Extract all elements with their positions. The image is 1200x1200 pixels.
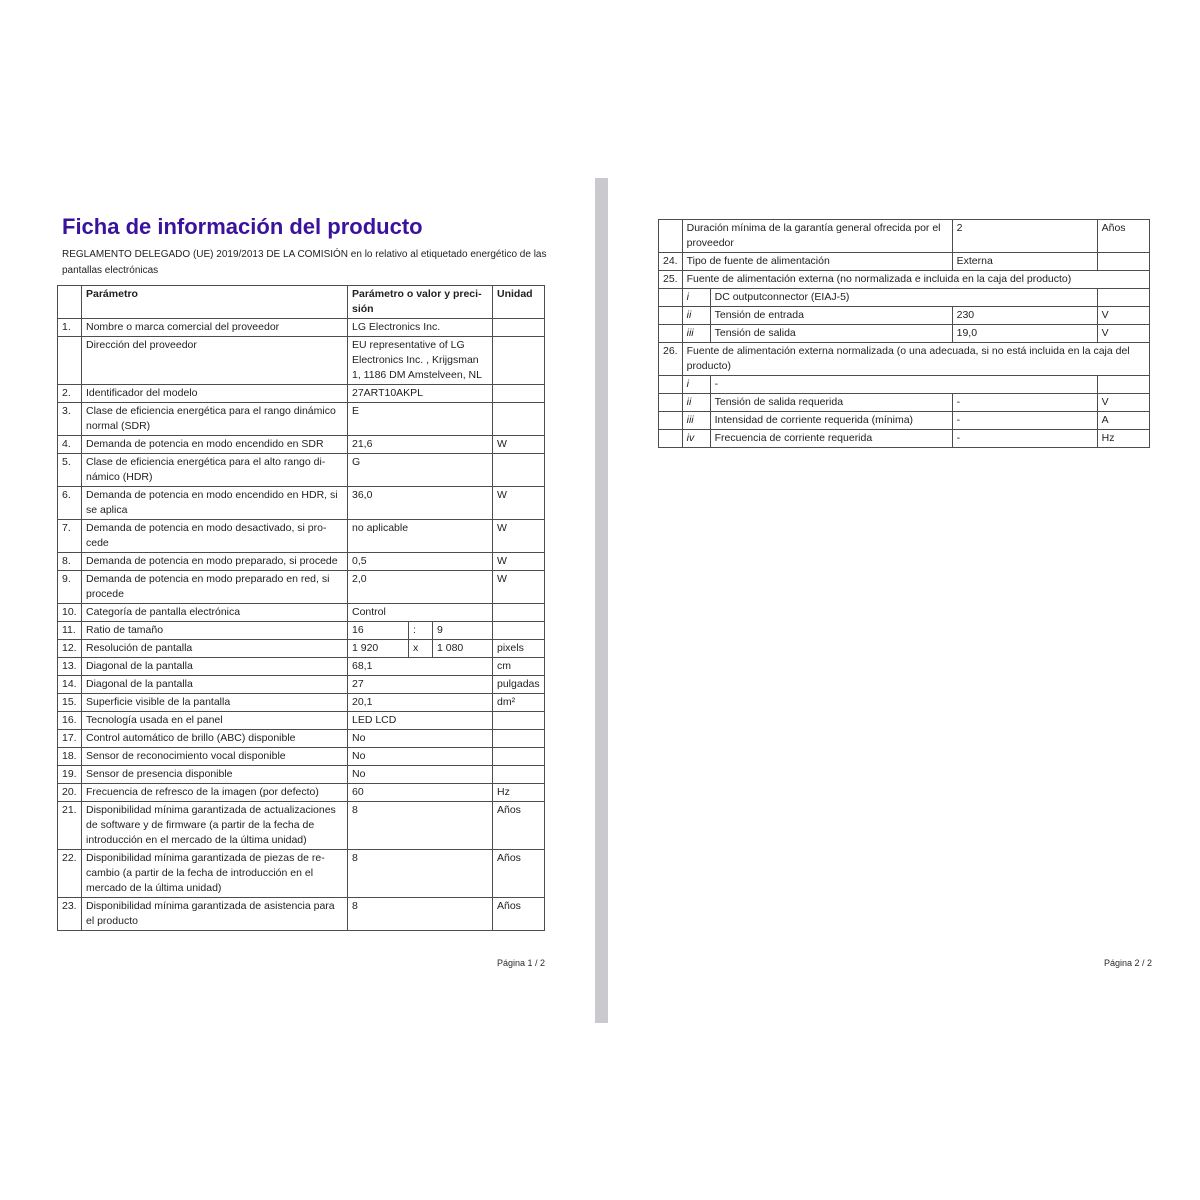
unit-cell: W [493,487,545,520]
value-cell: 27 [348,676,493,694]
row-number-cell: 21. [58,802,82,850]
row-number-cell: 5. [58,454,82,487]
unit-cell [493,604,545,622]
value-cell: - [952,412,1097,430]
table-row [58,730,545,748]
unit-cell [1097,289,1149,307]
value-cell: E [348,403,493,436]
page1-footer: Página 1 / 2 [496,958,545,968]
unit-cell: W [493,553,545,571]
page-divider [595,178,608,1023]
value-cell: 20,1 [348,694,493,712]
row-number-cell: 24. [659,253,683,271]
table-row [58,436,545,454]
value-cell: Control [348,604,493,622]
roman-index-cell: ii [682,307,710,325]
parameter-label-cell: Dirección del proveedor [82,337,348,385]
value-cell: 19,0 [952,325,1097,343]
row-number-cell: 4. [58,436,82,454]
value-cell: No [348,766,493,784]
unit-cell: W [493,520,545,553]
value-cell: G [348,454,493,487]
unit-cell [493,403,545,436]
unit-cell [493,712,545,730]
header-number-cell [58,286,82,319]
parameter-label-cell: Demanda de potencia en modo encendido en SDR [82,436,348,454]
value-part-cell: 9 [433,622,493,640]
table-row [58,640,545,658]
value-cell: 2,0 [348,571,493,604]
product-info-table-body [58,319,545,931]
parameter-label-cell: Diagonal de la pantalla [82,658,348,676]
table-row [659,430,1150,448]
table-row [58,898,545,931]
unit-cell [1097,376,1149,394]
unit-cell: Años [493,802,545,850]
row-number-cell: 12. [58,640,82,658]
roman-index-cell: i [682,289,710,307]
power-supply-table-body [659,220,1150,448]
unit-cell: V [1097,307,1149,325]
unit-cell: pixels [493,640,545,658]
value-cell: No [348,730,493,748]
unit-cell: W [493,436,545,454]
value-cell: 8 [348,898,493,931]
table-row [58,802,545,850]
row-number-cell: 1. [58,319,82,337]
table-row [58,748,545,766]
parameter-label-cell: Tecnología usada en el panel [82,712,348,730]
row-number-cell: 13. [58,658,82,676]
table-header-row [58,286,545,319]
row-number-cell: 9. [58,571,82,604]
table-row [58,850,545,898]
unit-cell: A [1097,412,1149,430]
row-number-cell: 11. [58,622,82,640]
table-row [58,658,545,676]
parameter-label-cell: Tensión de salida requerida [710,394,952,412]
table-row [659,412,1150,430]
value-cell: 2 [952,220,1097,253]
unit-cell: pulgadas [493,676,545,694]
page2-footer: Página 2 / 2 [1103,958,1152,968]
table-row [58,403,545,436]
header-value-cell: Parámetro o valor y precisión [348,286,493,319]
value-part-cell: 16 [348,622,409,640]
row-number-cell [58,337,82,385]
value-cell: 230 [952,307,1097,325]
row-number-cell: 22. [58,850,82,898]
parameter-label-cell: Disponibilidad mínima garantizada de actualizaciones de software y de firmware (a partir de la fecha de introducción en el mercado de la última unidad) [82,802,348,850]
value-cell: Externa [952,253,1097,271]
page-title: Ficha de información del producto [62,214,423,239]
row-number-cell: 17. [58,730,82,748]
parameter-label-cell: Disponibilidad mínima garantizada de piezas de recambio (a partir de la fecha de introducción en el mercado de la última unidad) [82,850,348,898]
value-part-cell: x [409,640,433,658]
row-number-cell [659,307,683,325]
row-number-cell: 23. [58,898,82,931]
value-cell: 21,6 [348,436,493,454]
table-row [58,385,545,403]
unit-cell [493,730,545,748]
table-row [58,784,545,802]
table-row [659,343,1150,376]
table-row [58,604,545,622]
table-row [58,454,545,487]
unit-cell [493,622,545,640]
row-number-cell: 10. [58,604,82,622]
table-row [58,676,545,694]
table-row [659,271,1150,289]
value-cell: 36,0 [348,487,493,520]
unit-cell: V [1097,394,1149,412]
parameter-label-cell: Frecuencia de corriente requerida [710,430,952,448]
parameter-label-cell: Nombre o marca comercial del proveedor [82,319,348,337]
unit-cell: dm² [493,694,545,712]
row-number-cell [659,394,683,412]
value-part-cell: : [409,622,433,640]
table-row [659,220,1150,253]
table-row [659,289,1150,307]
row-number-cell: 26. [659,343,683,376]
table-row [659,307,1150,325]
table-row [659,325,1150,343]
value-cell: LED LCD [348,712,493,730]
row-number-cell: 16. [58,712,82,730]
parameter-label-cell: DC outputconnector (EIAJ-5) [710,289,1097,307]
value-cell: LG Electronics Inc. [348,319,493,337]
parameter-label-cell: Identificador del modelo [82,385,348,403]
unit-cell: V [1097,325,1149,343]
parameter-label-cell: Diagonal de la pantalla [82,676,348,694]
header-parameter-cell: Parámetro [82,286,348,319]
roman-index-cell: i [682,376,710,394]
parameter-label-cell: Demanda de potencia en modo preparado, si procede [82,553,348,571]
table-row [58,487,545,520]
row-number-cell [659,325,683,343]
parameter-label-cell: Sensor de presencia disponible [82,766,348,784]
parameter-label-cell: Categoría de pantalla electrónica [82,604,348,622]
parameter-label-cell: Clase de eficiencia energética para el rango dinámico normal (SDR) [82,403,348,436]
power-supply-table [658,219,1150,448]
unit-cell: Años [1097,220,1149,253]
table-row [58,712,545,730]
table-row [58,520,545,553]
table-row [58,622,545,640]
row-number-cell [659,412,683,430]
value-cell: 60 [348,784,493,802]
parameter-label-cell: Tensión de entrada [710,307,952,325]
parameter-label-cell: Clase de eficiencia energética para el alto rango dinámico (HDR) [82,454,348,487]
unit-cell: Años [493,850,545,898]
parameter-label-cell: Tensión de salida [710,325,952,343]
table-row [659,394,1150,412]
row-number-cell [659,220,683,253]
parameter-label-cell: Intensidad de corriente requerida (mínima) [710,412,952,430]
value-cell: No [348,748,493,766]
row-number-cell: 6. [58,487,82,520]
value-cell: 8 [348,850,493,898]
product-info-table [57,285,545,931]
unit-cell [493,766,545,784]
value-part-cell: 1 080 [433,640,493,658]
section-label-cell: Fuente de alimentación externa normalizada (o una adecuada, si no está incluida en la caja del producto) [682,343,1149,376]
unit-cell [493,385,545,403]
page-1 [57,214,545,931]
value-cell: 0,5 [348,553,493,571]
unit-cell: W [493,571,545,604]
table-row [659,253,1150,271]
row-number-cell: 19. [58,766,82,784]
parameter-label-cell: Disponibilidad mínima garantizada de asistencia para el producto [82,898,348,931]
parameter-label-cell: - [710,376,1097,394]
parameter-label-cell: Tipo de fuente de alimentación [682,253,952,271]
unit-cell: Años [493,898,545,931]
value-cell: 68,1 [348,658,493,676]
row-number-cell: 14. [58,676,82,694]
roman-index-cell: iv [682,430,710,448]
unit-cell [493,319,545,337]
table-row [58,553,545,571]
unit-cell [493,337,545,385]
value-cell: - [952,430,1097,448]
value-cell: 27ART10AKPL [348,385,493,403]
section-label-cell: Fuente de alimentación externa (no normalizada e incluida en la caja del producto) [682,271,1149,289]
parameter-label-cell: Demanda de potencia en modo encendido en HDR, si se aplica [82,487,348,520]
roman-index-cell: ii [682,394,710,412]
table-row [58,337,545,385]
parameter-label-cell: Sensor de reconocimiento vocal disponible [82,748,348,766]
unit-cell [493,454,545,487]
value-cell: 8 [348,802,493,850]
unit-cell [1097,253,1149,271]
value-cell: EU representative of LG Electronics Inc. , Krijgsman 1, 1186 DM Amstelveen, NL [348,337,493,385]
value-cell: no aplicable [348,520,493,553]
row-number-cell [659,376,683,394]
parameter-label-cell: Resolución de pantalla [82,640,348,658]
row-number-cell: 25. [659,271,683,289]
row-number-cell: 15. [58,694,82,712]
roman-index-cell: iii [682,325,710,343]
roman-index-cell: iii [682,412,710,430]
row-number-cell: 18. [58,748,82,766]
parameter-label-cell: Frecuencia de refresco de la imagen (por defecto) [82,784,348,802]
table-row [659,376,1150,394]
parameter-label-cell: Demanda de potencia en modo preparado en red, si procede [82,571,348,604]
unit-cell [493,748,545,766]
value-cell: - [952,394,1097,412]
parameter-label-cell: Ratio de tamaño [82,622,348,640]
row-number-cell [659,289,683,307]
row-number-cell: 7. [58,520,82,553]
row-number-cell: 2. [58,385,82,403]
unit-cell: Hz [1097,430,1149,448]
row-number-cell: 20. [58,784,82,802]
parameter-label-cell: Control automático de brillo (ABC) disponible [82,730,348,748]
header-unit-cell: Unidad [493,286,545,319]
row-number-cell: 3. [58,403,82,436]
value-part-cell: 1 920 [348,640,409,658]
parameter-label-cell: Demanda de potencia en modo desactivado, si procede [82,520,348,553]
table-row [58,694,545,712]
unit-cell: cm [493,658,545,676]
table-row [58,319,545,337]
row-number-cell: 8. [58,553,82,571]
unit-cell: Hz [493,784,545,802]
table-row [58,766,545,784]
row-number-cell [659,430,683,448]
regulation-subtitle: REGLAMENTO DELEGADO (UE) 2019/2013 DE LA COMISIÓN en lo relativo al etiquetado energético de las pantallas electrónicas [62,249,547,276]
table-row [58,571,545,604]
parameter-label-cell: Superficie visible de la pantalla [82,694,348,712]
parameter-label-cell: Duración mínima de la garantía general ofrecida por el proveedor [682,220,952,253]
